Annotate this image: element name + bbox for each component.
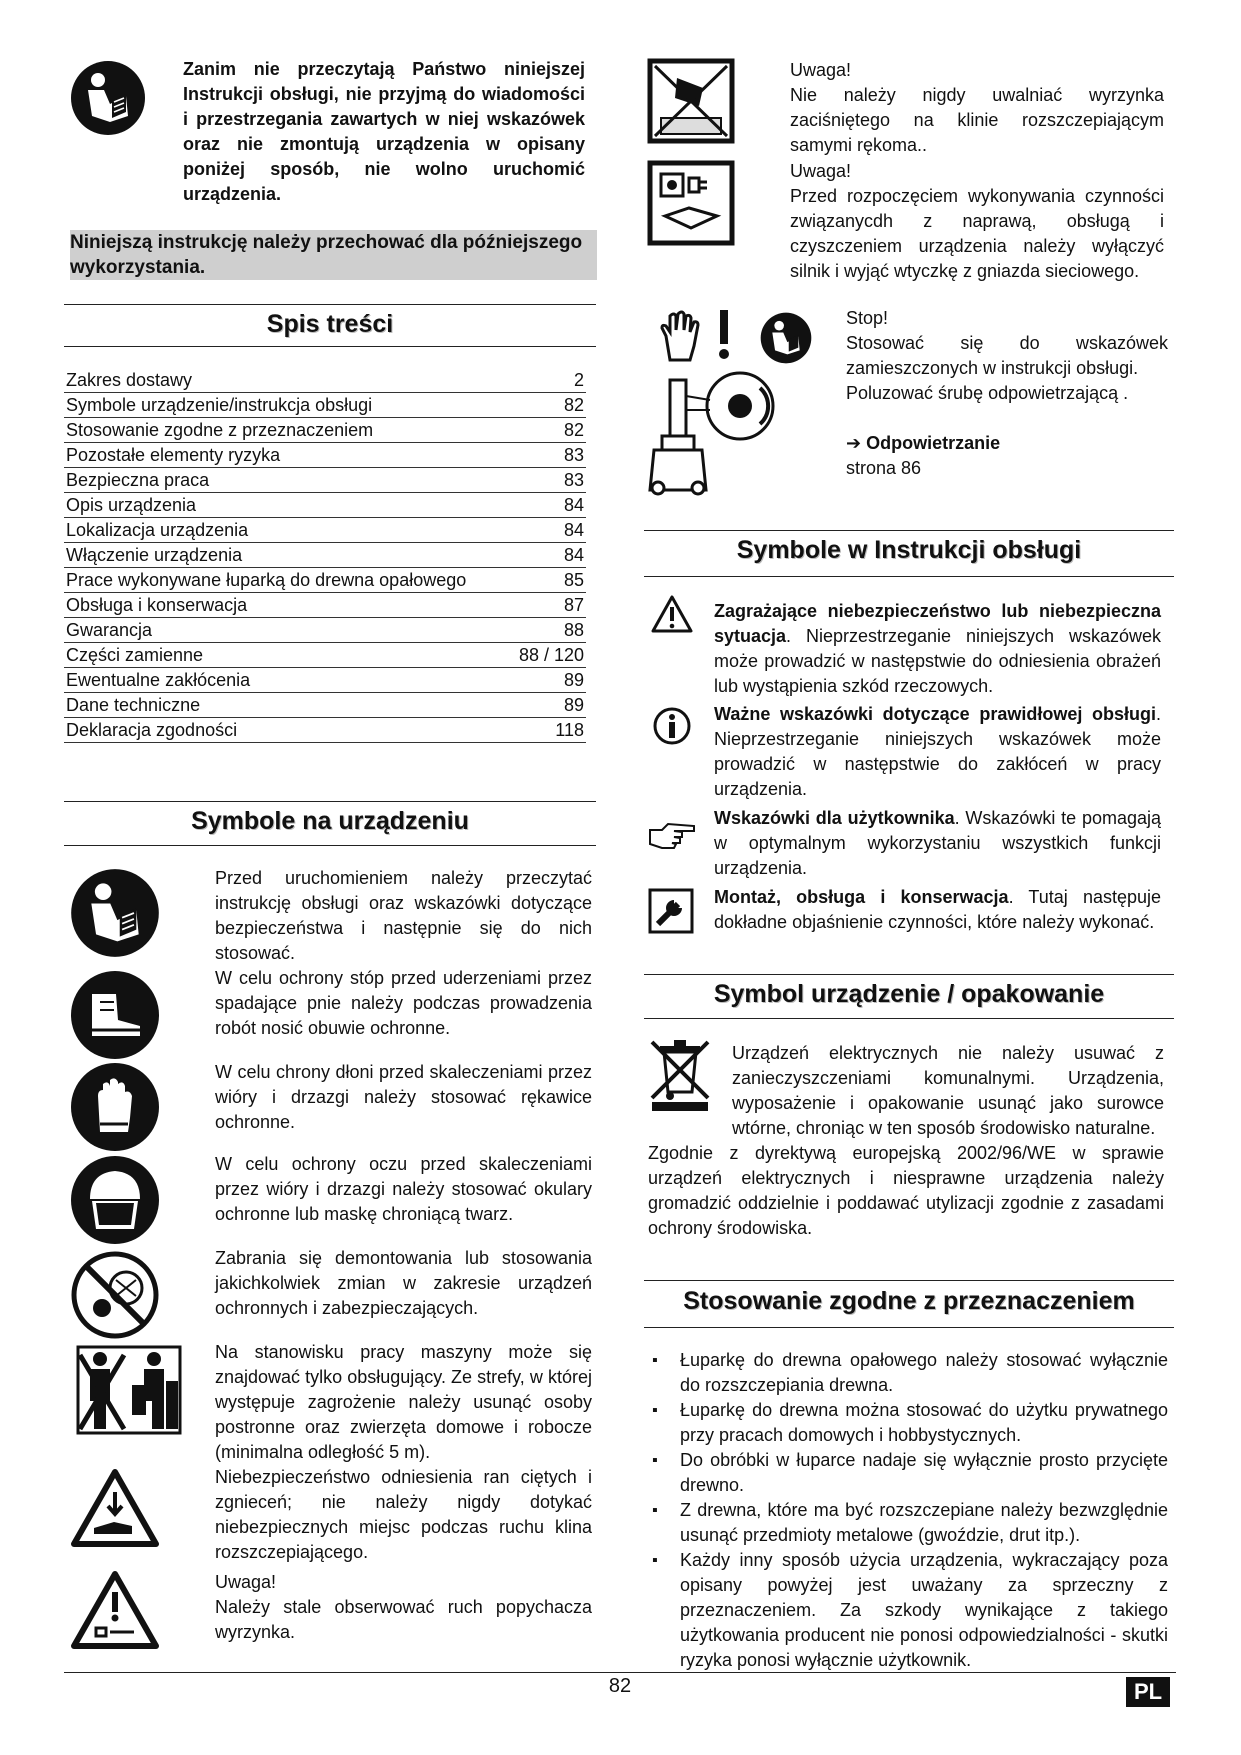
warning-title: Uwaga! (790, 161, 852, 181)
packaging-title: Symbol urządzenie / opakowanie (713, 980, 1105, 1008)
pointing-hand-icon (648, 820, 696, 850)
manual-symbols-title: Symbole w Instrukcji obsługi (736, 536, 1082, 564)
toc-page: 82 (563, 420, 584, 440)
list-item: ▪ Łuparkę do drewna można stosować do użytku prywatnego przy pracach domowych i hobbystycznych. (648, 1398, 1168, 1448)
arrow-right-icon: ➔ (846, 433, 862, 453)
device-symbol-text: W celu chrony dłoni przed skaleczeniami przez wióry i drzazgi należy stosować rękawice ochronne. (215, 1062, 592, 1132)
device-symbol-text: W celu ochrony oczu przed skaleczeniami przez wióry i drzazgi należy stosować okulary ochronne lub maskę chroniącą twarz. (215, 1154, 592, 1224)
toc-page: 87 (563, 595, 584, 615)
toc-row (64, 418, 586, 443)
reference-title: Odpowietrzanie (866, 433, 1001, 453)
toc-label: Lokalizacja urządzenia (66, 520, 249, 540)
toc-row (64, 693, 586, 718)
intended-use-list (648, 1348, 1168, 1673)
list-item: ▪ Łuparkę do drewna opałowego należy stosować wyłącznie do rozszczepiania drewna. (648, 1348, 1168, 1398)
toc-row (64, 643, 586, 668)
toc-row (64, 443, 586, 468)
device-symbol-text: Zabrania się demontowania lub stosowania jakichkolwiek zmian w zakresie urządzeń ochronnych i zabezpieczających. (215, 1248, 592, 1318)
toc-row (64, 368, 586, 393)
device-symbol-text: Niebezpieczeństwo odniesienia ran ciętych i zgnieceń; nie należy nigdy dotykać niebezpiecznych miejsc podczas ruchu klina rozszczepiającego. (215, 1467, 592, 1562)
list-item: ▪ Z drewna, które ma być rozszczepiane należy bezwzględnie usunąć przedmioty metalowe (gwoździe, drut itp.). (648, 1498, 1168, 1548)
table-of-contents (64, 368, 586, 743)
toc-page: 82 (563, 395, 584, 415)
device-symbol-text: W celu ochrony stóp przed uderzeniami przez spadające pnie należy podczas prowadzenia robót nosić obuwie ochronne. (215, 968, 592, 1038)
toc-row (64, 593, 586, 618)
list-item: ▪ Do obróbki w łuparce nadaje się wyłącznie prosto przycięte drewno. (648, 1448, 1168, 1498)
toc-page: 89 (563, 670, 584, 690)
toc-label: Stosowanie zgodne z przeznaczeniem (66, 420, 374, 440)
warning-text: Przed rozpoczęciem wykonywania czynności związanycdh z naprawą, obsługą i czyszczeniem urządzenia należy wyłączyć silnik i wyjąć wtyczkę z gniazda sieciowego. (790, 186, 1164, 281)
toc-page: 84 (563, 545, 584, 565)
device-symbol-text: Uwaga! (215, 1572, 277, 1592)
toc-row (64, 518, 586, 543)
read-manual-icon (70, 60, 146, 136)
device-symbol-text: Należy stale obserwować ruch popychacza wyrzynka. (215, 1597, 592, 1642)
toc-row (64, 618, 586, 643)
manual-symbol-text: Wskazówki dla użytkownika. Wskazówki te pomagają w optymalnym wykorzystaniu wszystkich funkcji urządzenia. (714, 808, 1161, 878)
toc-row (64, 543, 586, 568)
toc-label: Deklaracja zgodności (66, 720, 238, 740)
toc-page: 89 (563, 695, 584, 715)
reference-page: strona 86 (846, 458, 922, 478)
page-reference (846, 431, 1168, 456)
page-number: 82 (608, 1675, 632, 1697)
warning-title: Uwaga! (790, 60, 852, 80)
toc-page: 84 (563, 495, 584, 515)
toc-row (64, 668, 586, 693)
list-item: ▪ Każdy inny sposób użycia urządzenia, wykraczający poza opisany powyżej jest uważany za sprzeczny z przeznaczeniem. Za szkody wynikające z takiego użytkowania producent nie ponosi odpowiedzialności - skutki ryzyka ponosi wyłącznie użytkownik. (648, 1548, 1168, 1673)
toc-label: Prace wykonywane łuparką do drewna opałowego (66, 570, 467, 590)
toc-page: 2 (573, 370, 584, 390)
toc-label: Gwarancja (66, 620, 153, 640)
toc-page: 88 / 120 (518, 645, 584, 665)
manual-symbol-text: Montaż, obsługa i konserwacja. Tutaj następuje dokładne objaśnienie czynności, które należy wykonać. (714, 887, 1162, 932)
toc-label: Ewentualne zakłócenia (66, 670, 251, 690)
toc-page: 85 (563, 570, 584, 590)
language-badge: PL (1126, 1677, 1170, 1707)
toc-title: Spis treści (266, 310, 394, 338)
device-symbol-text: Przed uruchomieniem należy przeczytać instrukcję obsługi oraz wskazówki dotyczące bezpieczeństwa i następnie się do nich stosować. (215, 868, 592, 963)
packaging-text-2: Zgodnie z dyrektywą europejską 2002/96/WE w sprawie urządzeń elektrycznych i niesprawne urządzenia należy gromadzić oddzielnie i poddawać utylizacji zgodnie z zasadami ochrony środowiska. (648, 1143, 1164, 1238)
toc-label: Symbole urządzenie/instrukcja obsługi (66, 395, 373, 415)
toc-label: Obsługa i konserwacja (66, 595, 248, 615)
crush-hazard-warning-icon (70, 1468, 160, 1548)
hazard-warning-icon (650, 594, 694, 634)
toc-label: Zakres dostawy (66, 370, 193, 390)
packaging-text: Urządzeń elektrycznych nie należy usuwać z zanieczyszczeniami komunalnymi. Urządzenia, wyposażenie i opakowanie usunąć jako surowce wtórne, chroniąc w ten sposób środowisko naturalne. (732, 1043, 1164, 1138)
toc-page: 83 (563, 445, 584, 465)
toc-label: Pozostałe elementy ryzyka (66, 445, 281, 465)
toc-row (64, 393, 586, 418)
stop-text: Stosować się do wskazówek zamieszczonych w instrukcji obsługi. (846, 333, 1168, 378)
stop-title: Stop! (846, 308, 889, 328)
safety-boot-icon (70, 970, 160, 1060)
stop-hand-icon (656, 310, 706, 362)
device-symbol-text: Na stanowisku pracy maszyny może się znajdować tylko obsługujący. Ze strefy, w której występuje zagrożenie należy usunąć osoby postronne oraz zwierzęta domowe i robocze (minimalna odległość 5 m). (215, 1342, 592, 1462)
intro-warning: Zanim nie przeczytają Państwo niniejszej Instrukcji obsługi, nie przyjmą do wiadomości i przestrzegania zawartych w niej wskazówek oraz nie zmontują urządzenia w opisany poniżej sposób, nie wolno uruchomić urządzenia. (183, 59, 585, 204)
toc-page: 84 (563, 520, 584, 540)
unplug-before-service-icon (647, 160, 735, 246)
toc-label: Części zamienne (66, 645, 204, 665)
warning-text: Nie należy nigdy uwalniać wyrzynka zaciśniętego na klinie rozszczepiającym samymi rękoma.. (790, 85, 1164, 155)
toc-page: 118 (555, 720, 584, 740)
toc-page: 83 (563, 470, 584, 490)
info-icon (652, 706, 692, 746)
bleed-screw-illustration (648, 366, 776, 496)
toc-label: Bezpieczna praca (66, 470, 210, 490)
toc-page: 88 (563, 620, 584, 640)
read-manual-icon (760, 312, 812, 364)
toc-row (64, 468, 586, 493)
weee-bin-icon (648, 1036, 712, 1112)
no-tampering-icon (70, 1250, 160, 1340)
protective-gloves-icon (70, 1062, 160, 1152)
keep-note: Niniejszą instrukcję należy przechować dla późniejszego wykorzystania. (70, 230, 597, 280)
manual-symbol-text: Zagrażające niebezpieczeństwo lub niebezpieczna sytuacja. Nieprzestrzeganie niniejszych wskazówek może prowadzić w następstwie do odniesienia obrażeń lub wystąpienia szkód rzeczowych. (714, 601, 1161, 696)
keep-bystanders-away-icon (76, 1345, 182, 1435)
device-symbols-title: Symbole na urządzeniu (191, 807, 469, 835)
toc-label: Opis urządzenia (66, 495, 197, 515)
toc-label: Włączenie urządzenia (66, 545, 243, 565)
toc-row (64, 568, 586, 593)
manual-symbol-text: Ważne wskazówki dotyczące prawidłowej obsługi. Nieprzestrzeganie niniejszych wskazówek może prowadzić w następstwie do zakłóceń w pracy urządzenia. (714, 704, 1161, 799)
toc-label: Dane techniczne (66, 695, 201, 715)
hand-release-warning-icon (647, 58, 735, 144)
intended-use-title: Stosowanie zgodne z przeznaczeniem (683, 1287, 1135, 1315)
pusher-warning-icon (70, 1570, 160, 1650)
stop-text-2: Poluzować śrubę odpowietrzającą . (846, 383, 1129, 403)
toc-row (64, 493, 586, 518)
wrench-icon (648, 888, 694, 934)
exclamation-icon (714, 308, 734, 362)
read-manual-icon (70, 868, 160, 958)
toc-row (64, 718, 586, 743)
face-mask-icon (70, 1155, 160, 1245)
